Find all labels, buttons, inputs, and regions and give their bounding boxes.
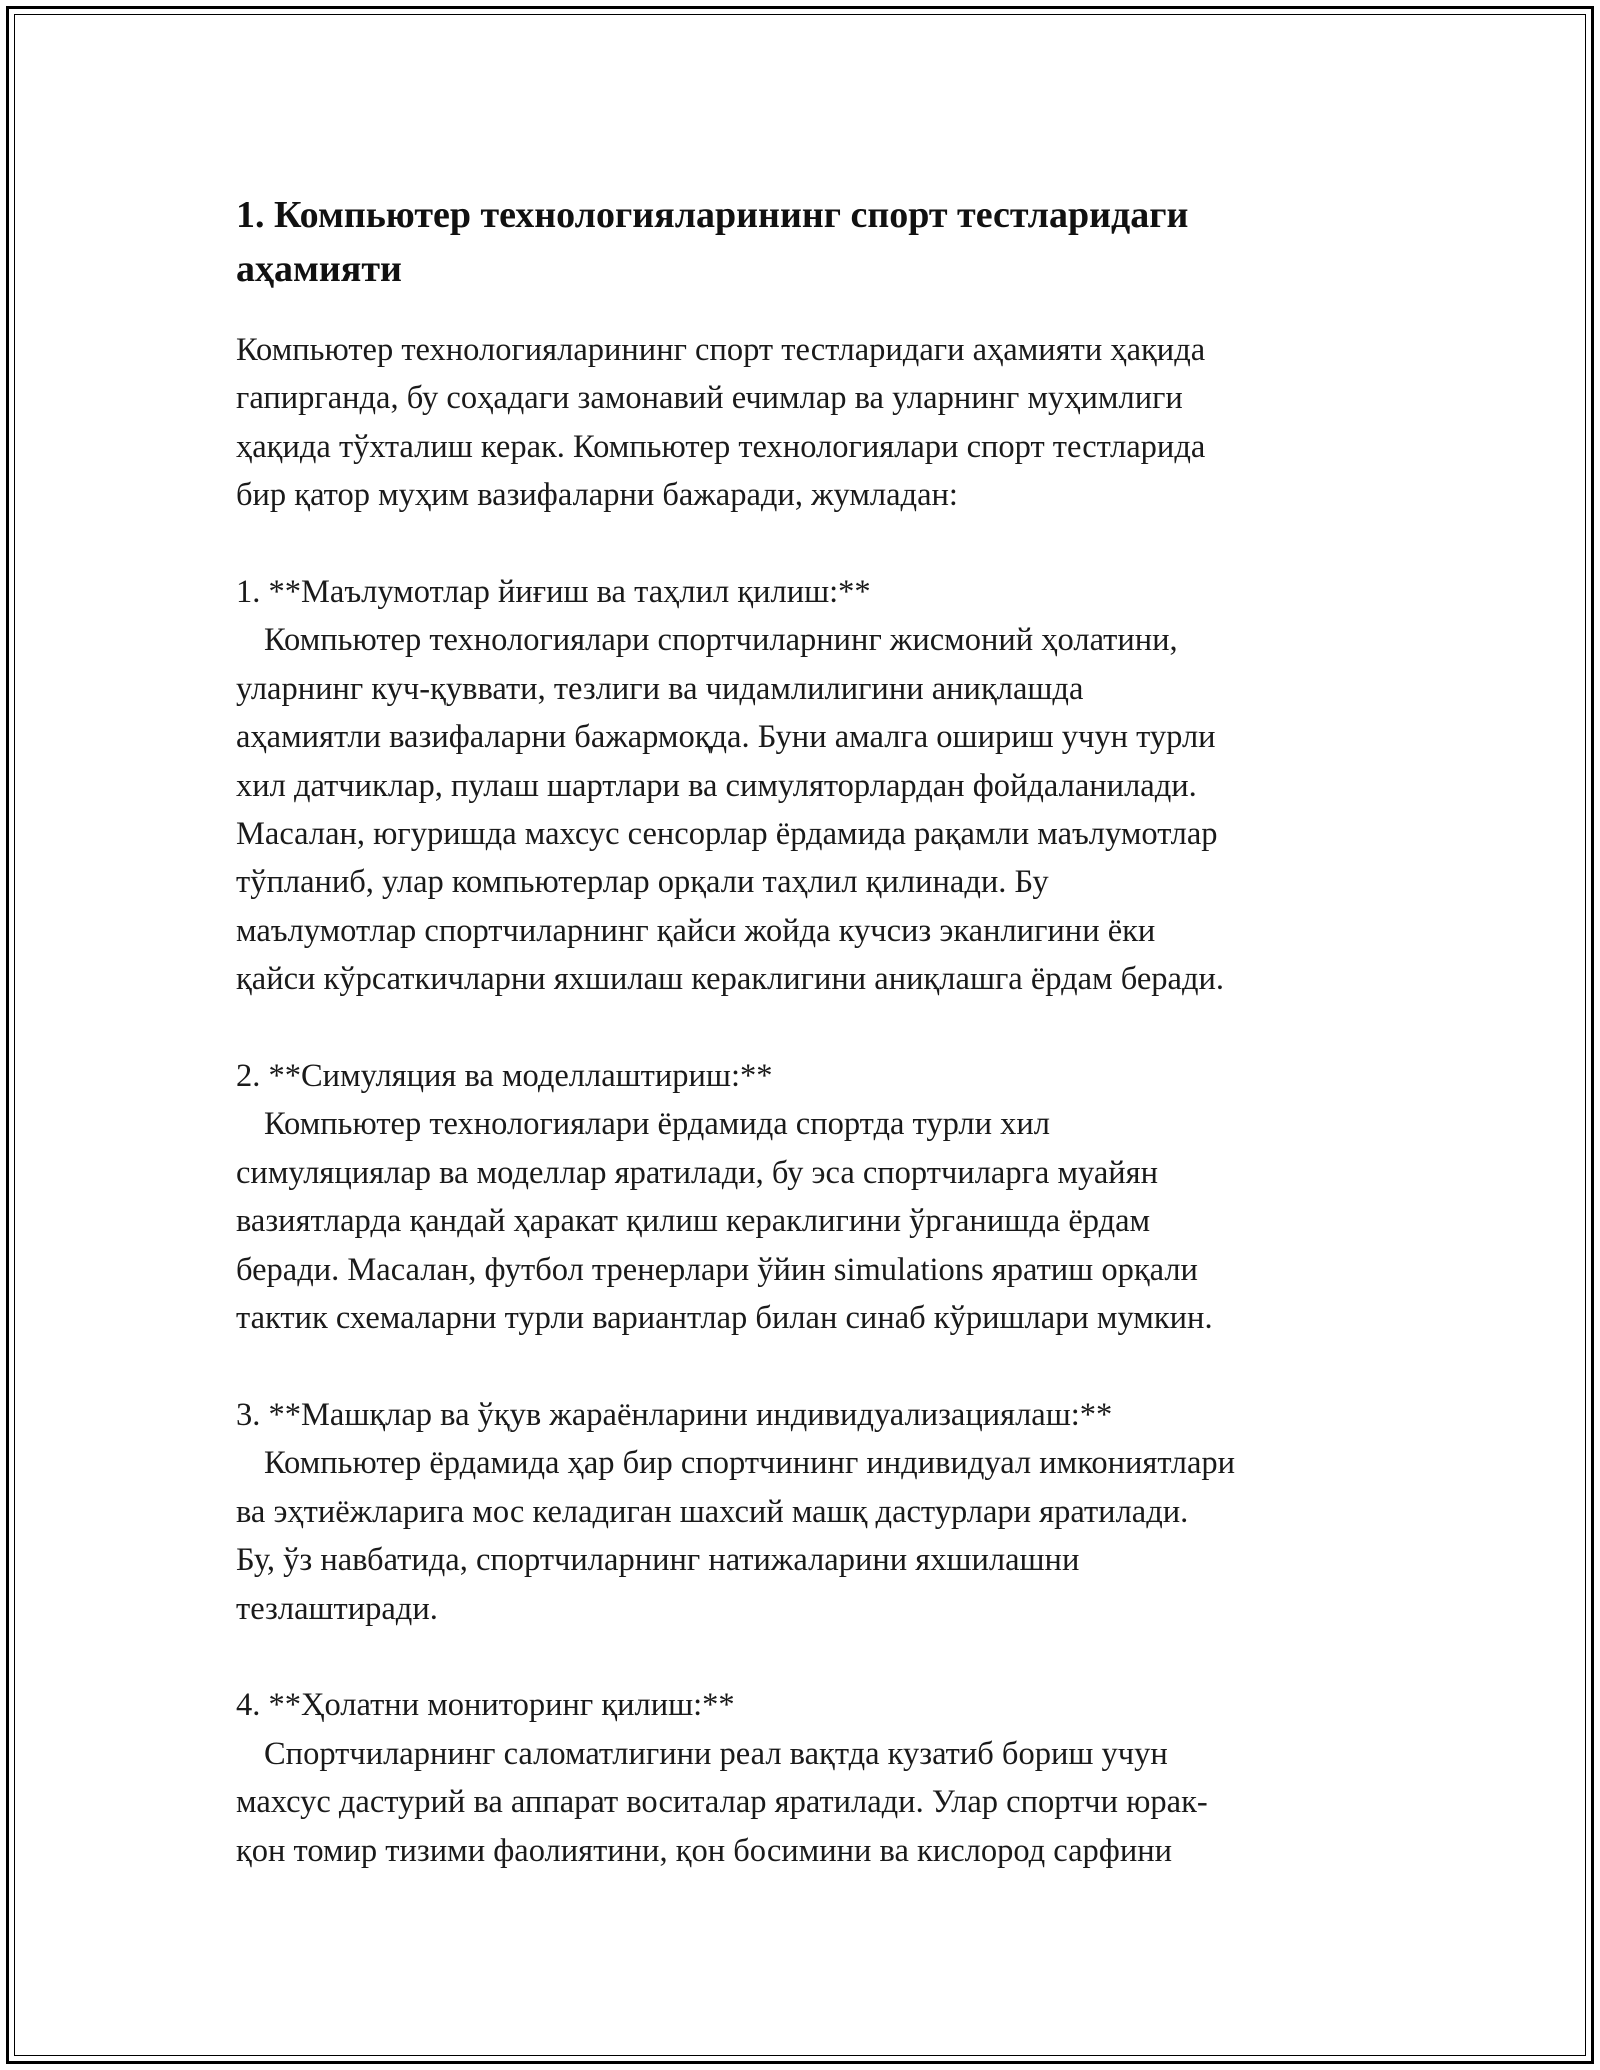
section-2 xyxy=(236,1052,1396,1342)
text-line: махсус дастурий ва аппарат воситалар яратилади. Улар спортчи юрак- xyxy=(236,1784,1208,1821)
text-line: Компьютер технологиялари ёрдамида спортда турли хил xyxy=(264,1106,1050,1143)
text-line: хил датчиклар, пулаш шартлари ва симуляторлардан фойдаланилади. xyxy=(236,767,1197,804)
section-3 xyxy=(236,1391,1396,1633)
text-line: ва эҳтиёжларига мос келадиган шахсий машқ дастурлари яратилади. xyxy=(236,1493,1189,1530)
heading-line: аҳамияти xyxy=(236,248,402,290)
intro-paragraph xyxy=(236,326,1396,520)
text-line: Компьютер технологияларининг спорт тестларидаги аҳамияти ҳақида xyxy=(236,332,1206,368)
section-title: 4. **Ҳолатни мониторинг қилиш:** xyxy=(236,1687,735,1724)
text-line: гапирганда, бу соҳадаги замонавий ечимлар ва уларнинг муҳимлиги xyxy=(236,380,1183,417)
text-line: тактик схемаларни турли вариантлар билан синаб кўришлари мумкин. xyxy=(236,1300,1213,1337)
document-heading xyxy=(236,188,1396,296)
text-line: симуляциялар ва моделлар яратилади, бу эса спортчиларга муайян xyxy=(236,1154,1159,1191)
text-line: беради. Масалан, футбол тренерлари ўйин simulations яратиш орқали xyxy=(236,1251,1198,1288)
text-line: Масалан, югуришда махсус сенсорлар ёрдамида рақамли маълумотлар xyxy=(236,816,1218,853)
text-line: уларнинг куч-қуввати, тезлиги ва чидамлилигини аниқлашда xyxy=(236,670,1084,707)
section-1 xyxy=(236,568,1396,1004)
section-title: 1. **Маълумотлар йиғиш ва таҳлил қилиш:** xyxy=(236,574,871,611)
text-line: Компьютер ёрдамида ҳар бир спортчининг индивидуал имкониятлари xyxy=(264,1445,1236,1482)
document-body xyxy=(236,188,1396,1875)
text-line: Компьютер технологиялари спортчиларнинг жисмоний ҳолатини, xyxy=(264,622,1178,659)
text-line: маълумотлар спортчиларнинг қайси жойда кучсиз эканлигини ёки xyxy=(236,912,1156,949)
text-line: тўпланиб, улар компьютерлар орқали таҳлил қилинади. Бу xyxy=(236,864,1049,901)
section-title: 2. **Симуляция ва моделлаштириш:** xyxy=(236,1058,773,1095)
text-line: қон томир тизими фаолиятини, қон босимини ва кислород сарфини xyxy=(236,1832,1173,1869)
text-line: Спортчиларнинг саломатлигини реал вақтда кузатиб бориш учун xyxy=(264,1735,1168,1772)
section-title: 3. **Машқлар ва ўқув жараёнларини индивидуализациялаш:** xyxy=(236,1396,1113,1433)
text-line: қайси кўрсаткичларни яхшилаш кераклигини аниқлашга ёрдам беради. xyxy=(236,961,1225,998)
text-line: ҳақида тўхталиш керак. Компьютер технологиялари спорт тестларида xyxy=(236,428,1206,465)
text-line: вазиятларда қандай ҳаракат қилиш кераклигини ўрганишда ёрдам xyxy=(236,1203,1151,1240)
heading-line: 1. Компьютер технологияларининг спорт тестларидаги xyxy=(236,194,1189,236)
text-line: аҳамиятли вазифаларни бажармоқда. Буни амалга ошириш учун турли xyxy=(236,719,1216,756)
text-line: тезлаштиради. xyxy=(236,1590,438,1627)
text-line: бир қатор муҳим вазифаларни бажаради, жумладан: xyxy=(236,477,958,514)
section-4 xyxy=(236,1681,1396,1875)
text-line: Бу, ўз навбатида, спортчиларнинг натижаларини яхшилашни xyxy=(236,1542,1080,1579)
